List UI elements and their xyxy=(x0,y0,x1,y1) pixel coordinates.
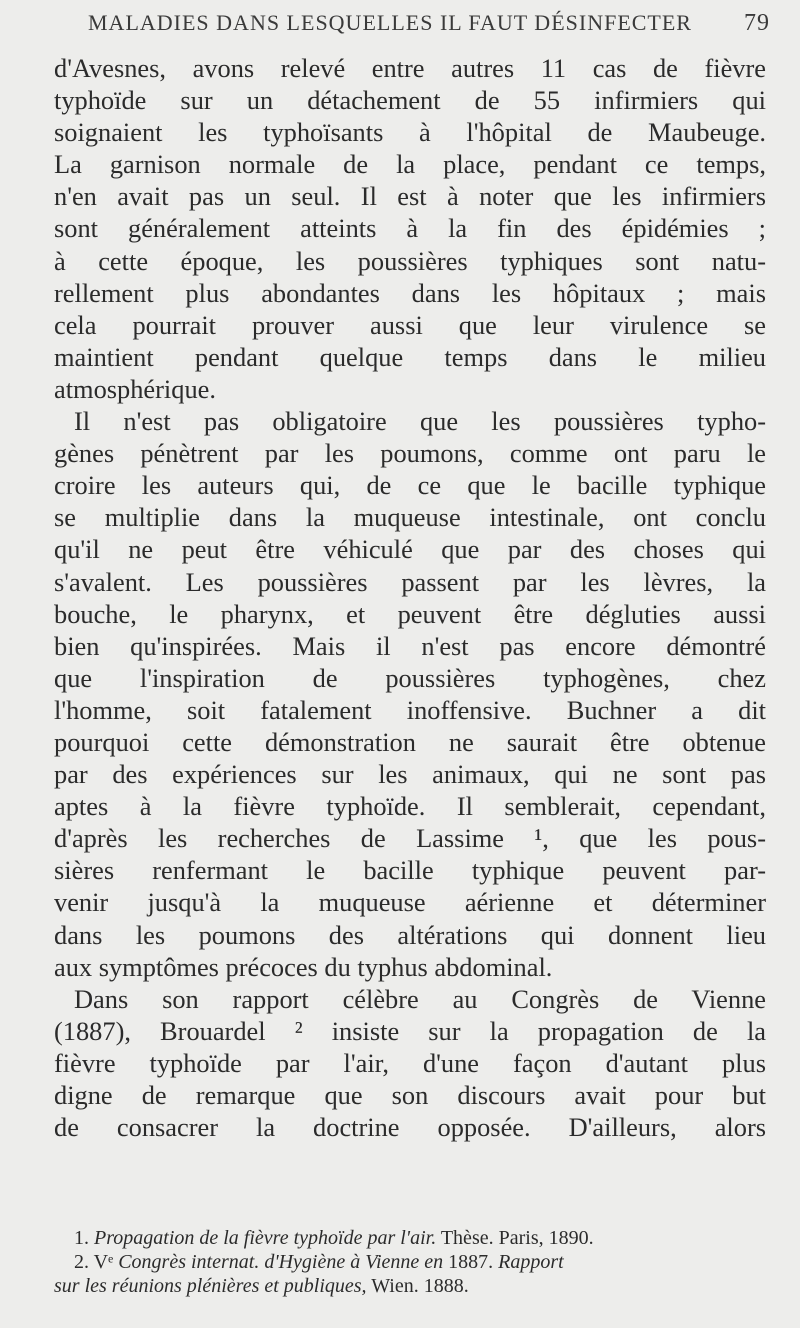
text-line: d'Avesnes, avons relevé entre autres 11 cas de fièvre xyxy=(54,53,766,83)
text-line: par des expériences sur les animaux, qui ne sont pas xyxy=(54,759,766,790)
footnote-title: Congrès internat. d'Hygiène à Vienne en xyxy=(118,1251,444,1273)
text-line: aptes à la fièvre typhoïde. Il semblerait, cependant, xyxy=(54,791,766,822)
footnote-title: sur les réunions plénières et publiques, xyxy=(54,1275,367,1297)
text-line: sont généralement atteints à la fin des épidémies ; xyxy=(54,213,766,244)
text-line: s'avalent. Les poussières passent par les lèvres, la xyxy=(54,566,766,597)
running-title: MALADIES DANS LESQUELLES IL FAUT DÉSINFECTER xyxy=(88,10,692,35)
page-header xyxy=(88,10,770,46)
text-line: croire les auteurs qui, de ce que le bacille typhique xyxy=(54,470,766,501)
text-line: n'en avait pas un seul. Il est à noter que les infirmiers xyxy=(54,181,766,212)
text-line: bouche, le pharynx, et peuvent être dégluties aussi xyxy=(54,598,766,629)
text-line: l'homme, soit fatalement inoffensive. Buchner a dit xyxy=(54,694,766,725)
text-line: fièvre typhoïde par l'air, d'une façon d'autant plus xyxy=(54,1047,766,1078)
footnote-text: Thèse. Paris, 1890. xyxy=(440,1227,594,1249)
footnote-2 xyxy=(54,1250,766,1274)
text-line: gènes pénètrent par les poumons, comme ont paru le xyxy=(54,438,766,469)
page-number: 79 xyxy=(744,10,770,36)
footnotes xyxy=(54,1226,766,1298)
footnote-title: Rapport xyxy=(498,1251,564,1273)
text-line: maintient pendant quelque temps dans le milieu xyxy=(54,341,766,372)
text-line: venir jusqu'à la muqueuse aérienne et déterminer xyxy=(54,887,766,918)
text-line: bien qu'inspirées. Mais il n'est pas encore démontré xyxy=(54,630,766,661)
footnote-title: Propagation de la fièvre typhoïde par l'air. xyxy=(94,1227,437,1249)
footnote-number: 1. xyxy=(74,1227,89,1249)
text-line: cela pourrait prouver aussi que leur virulence se xyxy=(54,309,766,340)
footnote-text: 1887. xyxy=(448,1251,494,1273)
text-line: La garnison normale de la place, pendant ce temps, xyxy=(54,149,766,180)
text-line: à cette époque, les poussières typhiques sont natu- xyxy=(54,245,766,276)
footnote-2-continued xyxy=(54,1274,766,1298)
text-line: rellement plus abondantes dans les hôpitaux ; mais xyxy=(54,277,766,308)
footnote-number: 2. xyxy=(74,1251,89,1273)
footnote-text: Wien. 1888. xyxy=(371,1275,469,1297)
body-text xyxy=(54,52,766,1143)
text-line: pourquoi cette démonstration ne saurait être obtenue xyxy=(54,726,766,757)
text-line: d'après les recherches de Lassime ¹, que les pous- xyxy=(54,823,766,854)
footnote-1 xyxy=(54,1226,766,1250)
text-line: Dans son rapport célèbre au Congrès de Vienne xyxy=(74,983,766,1014)
footnote-text: Vᵉ xyxy=(93,1251,114,1273)
text-line: (1887), Brouardel ² insiste sur la propagation de la xyxy=(54,1015,766,1046)
text-line: Il n'est pas obligatoire que les poussières typho- xyxy=(74,406,766,437)
text-line: sières renfermant le bacille typhique peuvent par- xyxy=(54,855,766,886)
text-line: dans les poumons des altérations qui donnent lieu xyxy=(54,919,766,950)
text-line: typhoïde sur un détachement de 55 infirmiers qui xyxy=(54,85,766,116)
text-line: de consacrer la doctrine opposée. D'ailleurs, alors xyxy=(54,1112,766,1143)
text-line: que l'inspiration de poussières typhogènes, chez xyxy=(54,662,766,693)
text-line: digne de remarque que son discours avait pour but xyxy=(54,1080,766,1110)
text-line: atmosphérique. xyxy=(54,373,216,404)
text-line: qu'il ne peut être véhiculé que par des choses qui xyxy=(54,534,766,565)
text-line: se multiplie dans la muqueuse intestinale, ont conclu xyxy=(54,502,766,533)
text-line: soignaient les typhoïsants à l'hôpital de Maubeuge. xyxy=(54,117,766,148)
text-line: aux symptômes précoces du typhus abdominal. xyxy=(54,951,553,982)
